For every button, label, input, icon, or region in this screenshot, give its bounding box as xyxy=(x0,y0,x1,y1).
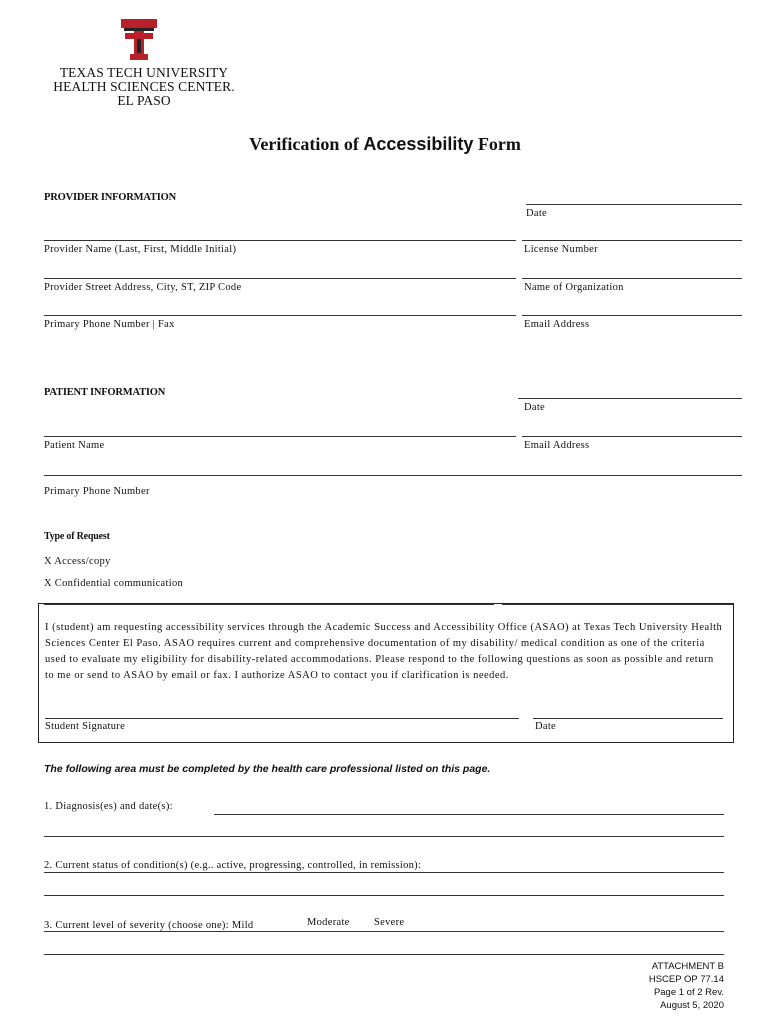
title-part-3: Form xyxy=(477,134,521,154)
provider-email-label: Email Address xyxy=(524,319,590,330)
provider-phone-line[interactable] xyxy=(44,315,516,316)
diagnosis-answer-line-1[interactable] xyxy=(214,814,724,815)
provider-name-line[interactable] xyxy=(44,240,516,241)
footer-policy-code: HSCEP OP 77.14 xyxy=(648,974,724,985)
request-type-heading: Type of Request xyxy=(44,531,110,542)
page-footer xyxy=(604,960,724,1012)
license-number-line[interactable] xyxy=(522,240,742,241)
severity-option-moderate[interactable]: Moderate xyxy=(307,917,350,928)
patient-email-line[interactable] xyxy=(522,436,742,437)
provider-heading: PROVIDER INFORMATION xyxy=(44,192,177,203)
title-part-2: Accessibility xyxy=(363,134,474,154)
request-option-access[interactable]: X Access/copy xyxy=(44,556,111,567)
provider-address-label: Provider Street Address, City, ST, ZIP Code xyxy=(44,282,242,293)
student-statement-paragraph: I (student) am requesting accessibility services through the Academic Success and Accessibility Office (ASAO) at Texas Tech University Health Sciences Center El Paso. ASAO requires current and comprehensive documentation of my disability/ medical condition as one of the criteria used to evaluate my eligibility for disability-related accommodations. Please respond to the following questions as soon as possible and return to me or send to ASAO by email or fax. I authorize ASAO to contact you if clarification is needed. xyxy=(45,622,723,681)
institution-line-3: EL PASO xyxy=(117,93,171,108)
patient-heading: PATIENT INFORMATION xyxy=(44,387,166,398)
organization-label: Name of Organization xyxy=(524,282,624,293)
patient-name-label: Patient Name xyxy=(44,440,105,451)
license-number-label: License Number xyxy=(524,244,598,255)
professional-instructions: The following area must be completed by the health care professional listed on this page. xyxy=(44,763,491,775)
footer-attachment: ATTACHMENT B xyxy=(651,961,724,972)
patient-name-line[interactable] xyxy=(44,436,516,437)
provider-date-label: Date xyxy=(526,208,548,219)
form-title xyxy=(0,134,770,155)
severity-option-severe[interactable]: Severe xyxy=(374,917,405,928)
footer-page-number: Page 1 of 2 Rev. xyxy=(653,987,724,998)
institution-name xyxy=(44,66,244,108)
student-date-line[interactable] xyxy=(533,718,723,719)
request-option-confidential[interactable]: X Confidential communication xyxy=(44,578,184,589)
provider-email-line[interactable] xyxy=(522,315,742,316)
double-t-icon xyxy=(120,18,158,62)
diagnosis-answer-line-2[interactable] xyxy=(44,836,724,837)
student-signature-line[interactable] xyxy=(45,718,519,719)
provider-address-line[interactable] xyxy=(44,278,516,279)
organization-line[interactable] xyxy=(522,278,742,279)
title-part-1: Verification of xyxy=(249,134,359,154)
question-severity: 3. Current level of severity (choose one): Mild xyxy=(44,920,254,931)
student-date-label: Date xyxy=(535,721,557,732)
institution-line-1: TEXAS TECH UNIVERSITY xyxy=(59,65,229,80)
student-signature-label: Student Signature xyxy=(45,721,126,732)
student-statement-box xyxy=(38,603,734,743)
footer-revision-date: August 5, 2020 xyxy=(660,1000,724,1011)
question-current-status: 2. Current status of condition(s) (e.g.. active, progressing, controlled, in remission): xyxy=(44,860,422,871)
patient-date-line[interactable] xyxy=(518,398,742,399)
patient-phone-label: Primary Phone Number xyxy=(44,486,150,497)
provider-date-line[interactable] xyxy=(526,204,742,205)
severity-answer-line-2[interactable] xyxy=(44,954,724,955)
patient-email-label: Email Address xyxy=(524,440,590,451)
status-answer-line-2[interactable] xyxy=(44,895,724,896)
patient-date-label: Date xyxy=(524,402,546,413)
patient-phone-line[interactable] xyxy=(44,475,742,476)
status-answer-line-1[interactable] xyxy=(44,872,724,873)
question-diagnosis: 1. Diagnosis(es) and date(s): xyxy=(44,801,173,812)
ttu-double-t-logo xyxy=(120,18,158,65)
provider-name-label: Provider Name (Last, First, Middle Initial) xyxy=(44,244,237,255)
severity-answer-line[interactable] xyxy=(44,931,724,932)
provider-phone-label: Primary Phone Number | Fax xyxy=(44,319,175,330)
institution-line-2: HEALTH SCIENCES CENTER. xyxy=(53,79,235,94)
